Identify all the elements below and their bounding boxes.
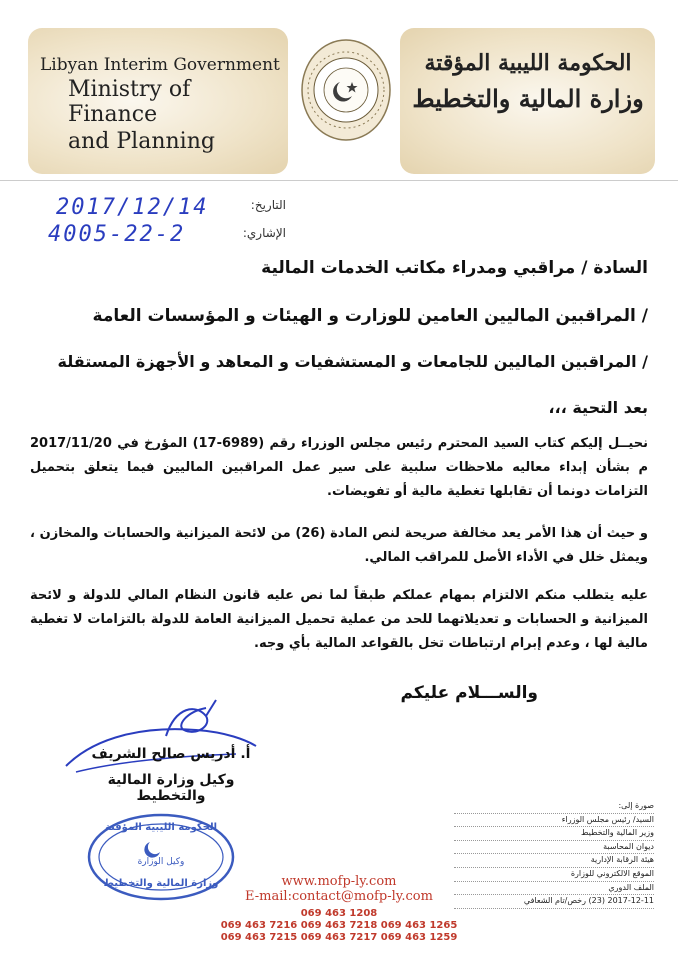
phone-line: 069 463 7216 069 463 7218 069 463 1265 [220,920,458,931]
body-paragraph-3: عليه يتطلب منكم الالتزام بمهام عملكم طبقاً لما نص عليه قانون النظام المالي للدولة و لائحة الميزانية و الحسابات و تعديلاتهما للحد من عملية تحميل الميزانية العامة للدولة بالتزامات لا تغطية مالية لها ، وعدم إبرام ارتباطات تخل بالقواعد المالية بأي وجه. [30,588,648,651]
stamp-text-top: الحكومة الليبية المؤقتة [104,822,218,833]
reference-value: 4005-22-2 [48,222,186,247]
closing-greeting: والســـلام عليكم [400,683,538,703]
stamp-text-middle: وكيل الوزارة [137,857,185,867]
arabic-header [408,50,648,113]
greeting: بعد التحية ،،، [548,398,648,417]
date-value: 2017/12/14 [56,195,209,220]
signatory-name: أ. أدريس صالح الشريف [91,746,251,762]
date-label: التاريخ: [250,198,286,212]
footer-website: www.mofp-ly.com [281,874,397,889]
ministry-name-en-2: and Planning [68,129,215,154]
english-header [40,55,280,154]
cc-item: 2017-12-11 (23) رخص/تام الشعافي [454,895,654,909]
cc-item: ديوان المحاسبة [454,841,654,855]
cc-item: هيئة الرقابة الإدارية [454,854,654,868]
footer-email: E-mail:contact@mofp-ly.com [245,889,433,904]
phone-line: 069 463 1208 [300,908,378,919]
header-divider [0,180,678,181]
government-name-ar: الحكومة الليبية المؤقتة [424,50,632,76]
cc-item: الملف الدوري [454,882,654,896]
addressee-line-2: / المراقبين الماليين العامين للوزارت و الهيئات و المؤسسات العامة [92,306,648,326]
footer-phones [0,908,678,944]
cc-item: الموقع الالكتروني للوزارة [454,868,654,882]
addressee-line-1: السادة / مراقبي ومدراء مكاتب الخدمات المالية [261,258,648,278]
cc-item: السيد/ رئيس مجلس الوزراء [454,814,654,828]
body-paragraph-2: و حيث أن هذا الأمر يعد مخالفة صريحة لنص المادة (26) من لائحة الميزانية والحسابات والمخازن ، ويمثل خلل في الأداء الأصل للمراقب المالي. [30,526,648,565]
stamp-text-bottom: وزارة المالية والتخطيط [103,878,219,889]
addressee-line-3: / المراقبين الماليين للجامعات و المستشفيات و المعاهد و الأجهزة المستقلة [57,352,648,371]
government-name-en: Libyan Interim Government [40,55,280,75]
ministry-name-en: Ministry of Finance [68,77,191,127]
signatory-title: وكيل وزارة المالية والتخطيط [107,772,235,804]
body-paragraph-1: نحيــل إليكم كتاب السيد المحترم رئيس مجلس الوزراء رقم (6989-17) المؤرخ في 2017/11/20 م بشأن إبداء معاليه ملاحظات سلبية على سير عمل المراقبين الماليين فيما يتعلق بتحميل التزامات دونما أن تقابلها تغطية مالية أو تفويضات. [30,436,648,499]
phone-line: 069 463 7215 069 463 7217 069 463 1259 [220,932,458,943]
reference-label: الإشاري: [242,226,286,240]
cc-item: وزير المالية والتخطيط [454,827,654,841]
ministry-name-ar: وزارة المالية والتخطيط [412,84,644,113]
cc-item: صورة إلى: [454,800,654,814]
libya-emblem-icon [300,38,392,142]
